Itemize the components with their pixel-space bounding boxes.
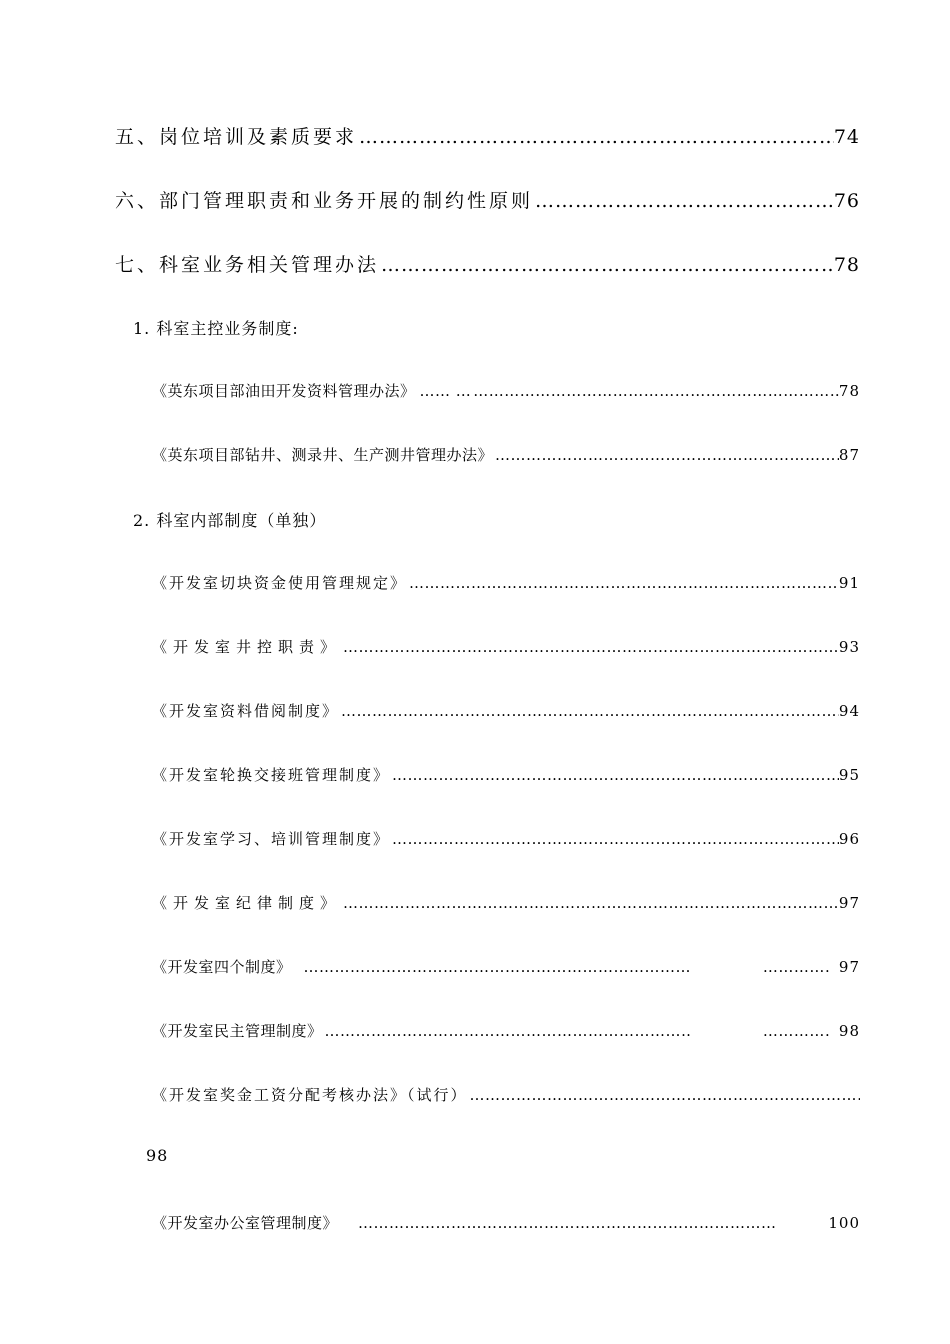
toc-doc-title: 《开发室切块资金使用管理规定》 (152, 574, 408, 592)
toc-doc-title: 《开发室纪律制度》 (152, 894, 342, 912)
dot-leader (761, 1022, 829, 1040)
toc-section-6[interactable] (115, 186, 860, 213)
dot-leader (390, 766, 839, 784)
dot-leader (357, 126, 834, 148)
toc-doc-item[interactable] (152, 1020, 860, 1041)
toc-doc-item[interactable] (152, 444, 860, 465)
toc-page-number: 98 (838, 1022, 860, 1040)
toc-doc-title: 《英东项目部油田开发资料管理办法》 (152, 382, 416, 400)
dot-leader (341, 894, 839, 912)
dot-leader (468, 1086, 860, 1104)
dot-leader (341, 638, 839, 656)
toc-page-number: 93 (838, 638, 860, 656)
dot-leader (379, 254, 834, 276)
toc-section-title: 六、部门管理职责和业务开展的制约性原则 (115, 190, 534, 212)
toc-doc-title: 《开发室民主管理制度》 (152, 1022, 323, 1040)
toc-doc-item[interactable] (152, 700, 860, 721)
toc-doc-item[interactable] (152, 956, 860, 977)
toc-doc-item[interactable] (152, 1084, 860, 1105)
toc-page-number: 76 (833, 190, 860, 212)
toc-section-7[interactable] (115, 250, 860, 277)
dot-leader (493, 446, 839, 464)
toc-subsection-label: 1. 科室主控业务制度: (133, 319, 299, 338)
dot-leader (407, 574, 839, 592)
toc-subsection-2 (133, 508, 326, 531)
toc-page-number: 95 (838, 766, 860, 784)
toc-section-5[interactable] (115, 122, 860, 149)
dot-leader (323, 1022, 692, 1040)
dot-leader (471, 382, 839, 400)
toc-page-number: 97 (838, 958, 860, 976)
toc-page-number: 94 (838, 702, 860, 720)
toc-doc-mid-dots: …… … (419, 382, 472, 400)
toc-page-number: 87 (838, 446, 860, 464)
toc-doc-title: 《英东项目部钻井、测录井、生产测井管理办法》 (152, 446, 494, 464)
dot-leader (390, 830, 839, 848)
toc-doc-title: 《开发室轮换交接班管理制度》 (152, 766, 391, 784)
toc-subsection-label: 2. 科室内部制度（单独） (133, 511, 327, 530)
toc-doc-item[interactable] (152, 892, 860, 913)
toc-page-number: 74 (833, 126, 860, 148)
toc-page-number: 78 (838, 382, 860, 400)
toc-subsection-1 (133, 316, 299, 339)
toc-doc-title: 《开发室奖金工资分配考核办法》（试行） (152, 1086, 468, 1104)
toc-page-number: 100 (828, 1214, 860, 1232)
toc-page-number: 98 (146, 1146, 169, 1165)
toc-page-number: 97 (838, 894, 860, 912)
toc-doc-item[interactable] (152, 764, 860, 785)
dot-leader (292, 958, 691, 976)
toc-doc-title: 《开发室资料借阅制度》 (152, 702, 340, 720)
toc-section-title: 五、岗位培训及素质要求 (115, 126, 358, 148)
toc-section-title: 七、科室业务相关管理办法 (115, 254, 380, 276)
toc-doc-item[interactable] (152, 1212, 860, 1233)
dot-leader (338, 1214, 775, 1232)
dot-leader (761, 958, 829, 976)
dot-leader (533, 190, 834, 212)
toc-doc-item[interactable] (152, 380, 860, 401)
toc-page-number: 91 (838, 574, 860, 592)
toc-doc-item[interactable] (152, 572, 860, 593)
toc-doc-item[interactable] (152, 636, 860, 657)
toc-doc-item[interactable] (152, 828, 860, 849)
toc-doc-title: 《开发室井控职责》 (152, 638, 342, 656)
toc-doc-title: 《开发室办公室管理制度》 (152, 1214, 339, 1232)
toc-page-number: 78 (833, 254, 860, 276)
toc-doc-title: 《开发室四个制度》 (152, 958, 292, 976)
toc-page-number: 96 (838, 830, 860, 848)
dot-leader (339, 702, 839, 720)
toc-doc-title: 《开发室学习、培训管理制度》 (152, 830, 391, 848)
